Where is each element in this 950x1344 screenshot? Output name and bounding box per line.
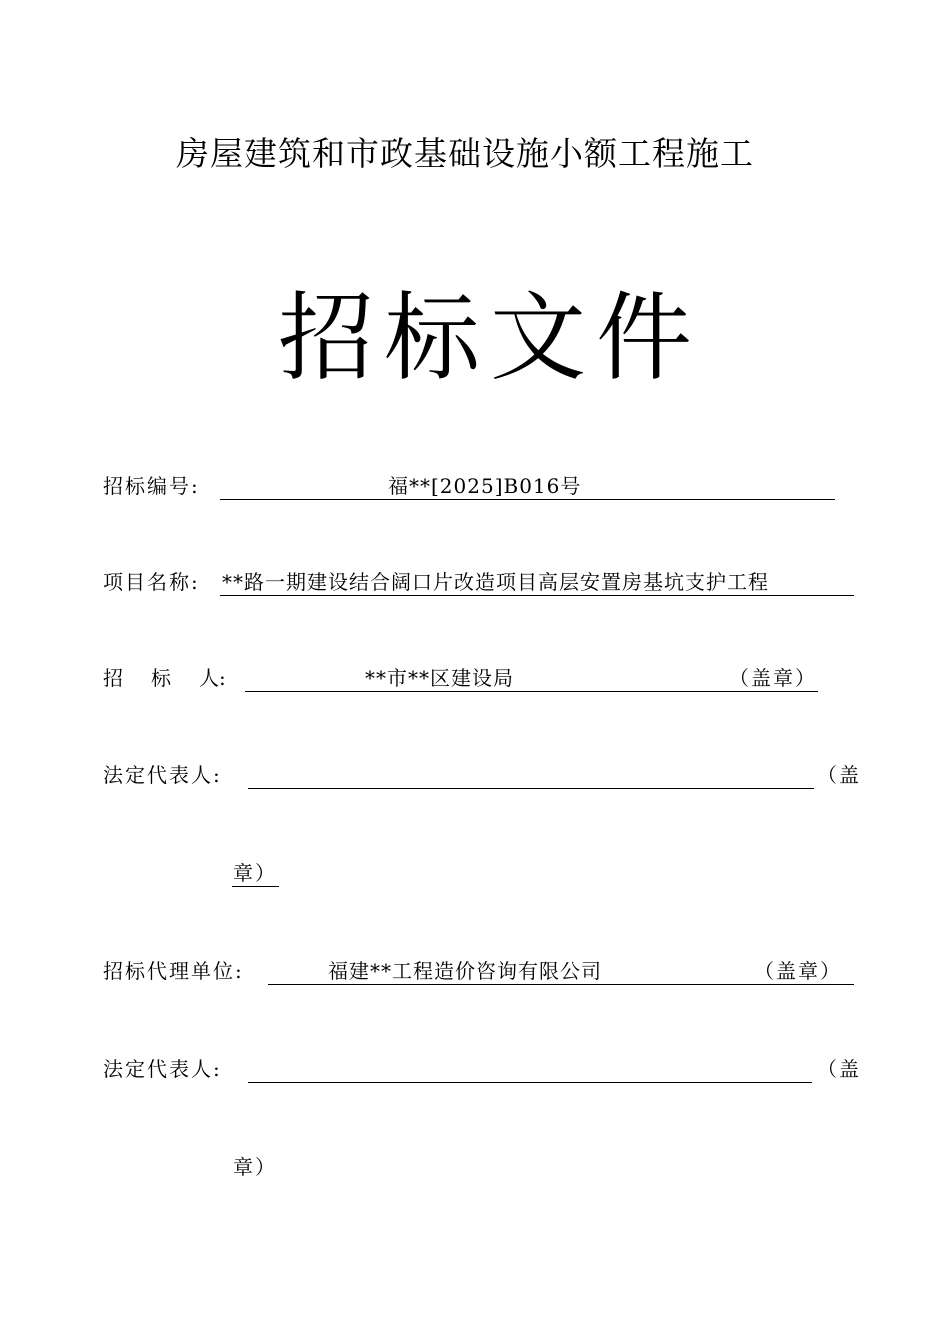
legal-rep-1-seal-end: 章） <box>233 861 277 885</box>
agency-label: 招标代理单位: <box>103 959 244 983</box>
tenderer-row <box>0 665 950 693</box>
agency-underline <box>268 958 854 985</box>
project-name-value: **路一期建设结合阔口片改造项目高层安置房基坑支护工程 <box>222 570 769 594</box>
tenderer-label <box>103 665 226 691</box>
tenderer-seal: （盖章） <box>729 666 817 690</box>
bid-number-label: 招标编号: <box>103 474 200 498</box>
legal-rep-2-underline <box>248 1056 812 1083</box>
legal-rep-2-seal-row <box>0 1154 950 1182</box>
agency-seal: （盖章） <box>754 959 842 983</box>
document-title: 招标文件 <box>278 282 702 394</box>
legal-rep-1-row <box>0 762 950 790</box>
agency-value: 福建**工程造价咨询有限公司 <box>328 959 602 983</box>
legal-rep-1-seal-row <box>0 860 950 888</box>
agency-row <box>0 958 950 986</box>
legal-rep-1-underline <box>248 762 814 789</box>
legal-rep-1-seal-underline <box>232 860 279 887</box>
project-name-underline <box>220 569 854 596</box>
bid-number-row <box>0 473 950 501</box>
legal-rep-2-seal-end: 章） <box>233 1155 277 1179</box>
tenderer-label-char-2: 标 <box>151 666 171 690</box>
legal-rep-2-row <box>0 1056 950 1084</box>
bid-number-underline <box>220 473 835 500</box>
legal-rep-2-seal-start: （盖 <box>817 1057 861 1081</box>
tenderer-label-char-1: 招 <box>103 666 123 690</box>
project-name-row <box>0 569 950 597</box>
legal-rep-1-seal-start: （盖 <box>817 763 861 787</box>
tenderer-value: **市**区建设局 <box>365 666 514 690</box>
document-subtitle: 房屋建筑和市政基础设施小额工程施工 <box>176 134 754 173</box>
legal-rep-2-label: 法定代表人: <box>103 1057 222 1081</box>
bid-number-value: 福**[2025]B016号 <box>388 474 582 498</box>
legal-rep-1-label: 法定代表人: <box>103 763 222 787</box>
tenderer-label-char-3: 人: <box>199 666 226 690</box>
project-name-label: 项目名称: <box>103 570 200 594</box>
tenderer-underline <box>245 665 818 692</box>
